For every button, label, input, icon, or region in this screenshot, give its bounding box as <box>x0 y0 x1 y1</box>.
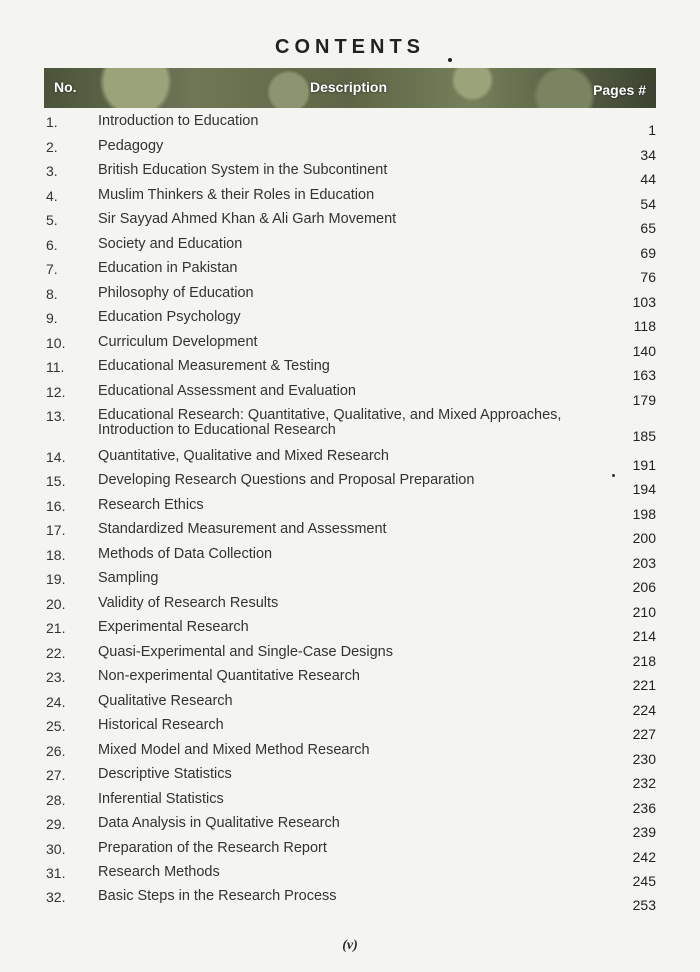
entry-description-line: Philosophy of Education <box>98 285 254 301</box>
page-title: CONTENTS <box>275 36 425 58</box>
entry-description <box>98 498 588 512</box>
header-no: No. <box>54 79 77 95</box>
entry-description-line: Society and Education <box>98 236 243 252</box>
entry-page: 44 <box>640 171 656 187</box>
entry-page: 54 <box>640 196 656 212</box>
entry-description <box>98 620 588 634</box>
entry-description-line: Educational Assessment and Evaluation <box>98 383 356 399</box>
entry-number: 2. <box>46 139 58 155</box>
stray-dot <box>612 474 615 477</box>
entry-number: 21. <box>46 620 66 636</box>
entry-number: 28. <box>46 792 66 808</box>
entry-description-line: Experimental Research <box>98 619 249 635</box>
entry-number: 29. <box>46 816 66 832</box>
entry-page: 1 <box>648 122 656 138</box>
entry-description <box>98 335 588 349</box>
entry-page: 221 <box>632 677 656 693</box>
entry-description-line: Pedagogy <box>98 138 164 154</box>
entry-number: 24. <box>46 694 66 710</box>
entry-description-line: Mixed Model and Mixed Method Research <box>98 742 370 758</box>
entry-description <box>98 816 588 830</box>
entry-description <box>98 889 588 903</box>
entry-number: 11. <box>46 359 65 375</box>
entry-description <box>98 571 588 585</box>
entry-description-line: Research Methods <box>98 864 220 880</box>
entry-description <box>98 596 588 610</box>
entry-description <box>98 473 588 487</box>
entry-description <box>98 718 588 732</box>
entry-description <box>98 163 588 177</box>
entry-number: 13. <box>46 408 66 424</box>
entry-page: 34 <box>640 147 656 163</box>
entry-page: 163 <box>632 367 656 383</box>
entry-number: 15. <box>46 473 66 489</box>
entry-description <box>98 359 588 373</box>
entry-description <box>98 865 588 879</box>
entry-page: 76 <box>640 269 656 285</box>
entry-description-line: Validity of Research Results <box>98 595 279 611</box>
entry-description-line: Standardized Measurement and Assessment <box>98 521 387 537</box>
entry-description <box>98 743 588 757</box>
entry-number: 17. <box>46 522 66 538</box>
entry-number: 5. <box>46 212 58 228</box>
entry-description <box>98 212 588 226</box>
entry-number: 25. <box>46 718 66 734</box>
entry-page: 214 <box>632 628 656 644</box>
entry-description <box>98 261 588 275</box>
entry-page: 245 <box>632 873 656 889</box>
header-description: Description <box>310 79 388 95</box>
title-dot <box>448 58 452 62</box>
entry-description <box>98 139 588 153</box>
entry-description-line: Developing Research Questions and Proposal Preparation <box>98 472 475 488</box>
entry-page: 69 <box>640 245 656 261</box>
entry-page: 232 <box>632 775 656 791</box>
entry-description-line: Inferential Statistics <box>98 791 224 807</box>
entry-description <box>98 645 588 659</box>
entry-page: 140 <box>632 343 656 359</box>
entry-number: 32. <box>46 889 66 905</box>
entry-description-line: Methods of Data Collection <box>98 546 273 562</box>
entry-number: 31. <box>46 865 66 881</box>
entry-number: 23. <box>46 669 66 685</box>
entry-page: 203 <box>632 555 656 571</box>
entry-description-line: Quasi-Experimental and Single-Case Designs <box>98 644 393 660</box>
entry-description-line: Preparation of the Research Report <box>98 840 327 856</box>
entry-description-line: Educational Research: Quantitative, Qualitative, and Mixed Approaches, <box>98 407 562 423</box>
entry-number: 18. <box>46 547 66 563</box>
entry-description <box>98 188 588 202</box>
entry-description <box>98 547 588 561</box>
entry-description-line: Quantitative, Qualitative and Mixed Research <box>98 448 389 464</box>
entry-description-line: Basic Steps in the Research Process <box>98 888 337 904</box>
header-pages: Pages # <box>593 82 646 98</box>
entry-number: 26. <box>46 743 66 759</box>
entry-description <box>98 286 588 300</box>
entry-page: 230 <box>632 751 656 767</box>
entry-number: 20. <box>46 596 66 612</box>
entry-description <box>98 792 588 806</box>
entry-description-line: Sir Sayyad Ahmed Khan & Ali Garh Movement <box>98 211 397 227</box>
entry-number: 6. <box>46 237 58 253</box>
entry-description <box>98 114 588 128</box>
entry-description-line: Historical Research <box>98 717 224 733</box>
entry-description <box>98 767 588 781</box>
entry-description <box>98 237 588 251</box>
entry-page: 185 <box>632 428 656 444</box>
entry-page: 200 <box>632 530 656 546</box>
entry-page: 194 <box>632 481 656 497</box>
entry-description-line: Non-experimental Quantitative Research <box>98 668 360 684</box>
table-header <box>44 68 656 108</box>
entry-description <box>98 449 588 463</box>
entry-number: 22. <box>46 645 66 661</box>
entry-number: 14. <box>46 449 66 465</box>
entry-page: 236 <box>632 800 656 816</box>
entry-number: 16. <box>46 498 66 514</box>
entry-number: 4. <box>46 188 58 204</box>
entry-page: 224 <box>632 702 656 718</box>
entry-description-line: Curriculum Development <box>98 334 258 350</box>
entry-number: 30. <box>46 841 66 857</box>
entry-description-line: Descriptive Statistics <box>98 766 232 782</box>
entry-description-line: Educational Measurement & Testing <box>98 358 330 374</box>
entry-description-line: Introduction to Educational Research <box>98 422 336 438</box>
entry-description <box>98 841 588 855</box>
entry-description-line: Research Ethics <box>98 497 204 513</box>
entry-description <box>98 694 588 708</box>
entry-description-line: Data Analysis in Qualitative Research <box>98 815 340 831</box>
entry-page: 242 <box>632 849 656 865</box>
entry-page: 218 <box>632 653 656 669</box>
entry-description <box>98 522 588 536</box>
entry-number: 19. <box>46 571 66 587</box>
entry-page: 118 <box>633 318 656 334</box>
entry-number: 10. <box>46 335 66 351</box>
entry-page: 103 <box>632 294 656 310</box>
entry-page: 206 <box>632 579 656 595</box>
entry-page: 239 <box>632 824 656 840</box>
entry-description-line: Qualitative Research <box>98 693 233 709</box>
entry-number: 27. <box>46 767 66 783</box>
entry-description-line: British Education System in the Subcontinent <box>98 162 388 178</box>
entry-number: 1. <box>46 114 58 130</box>
entry-page: 191 <box>632 457 656 473</box>
entry-number: 9. <box>46 310 58 326</box>
entry-page: 198 <box>632 506 656 522</box>
entry-description-line: Education Psychology <box>98 309 241 325</box>
entry-page: 65 <box>640 220 656 236</box>
entry-number: 7. <box>46 261 58 277</box>
entry-description <box>98 384 588 398</box>
entry-page: 227 <box>632 726 656 742</box>
entry-description-line: Education in Pakistan <box>98 260 238 276</box>
entry-number: 8. <box>46 286 58 302</box>
page-number-footer: (v) <box>342 938 358 953</box>
entry-page: 253 <box>632 897 656 913</box>
entry-description <box>98 310 588 324</box>
entry-page: 210 <box>632 604 656 620</box>
entry-page: 179 <box>632 392 656 408</box>
entry-description <box>98 669 588 683</box>
entry-description-line: Introduction to Education <box>98 113 259 129</box>
entry-description-line: Muslim Thinkers & their Roles in Education <box>98 187 375 203</box>
entry-description <box>98 408 588 437</box>
entry-number: 12. <box>46 384 66 400</box>
entry-number: 3. <box>46 163 58 179</box>
entry-description-line: Sampling <box>98 570 159 586</box>
